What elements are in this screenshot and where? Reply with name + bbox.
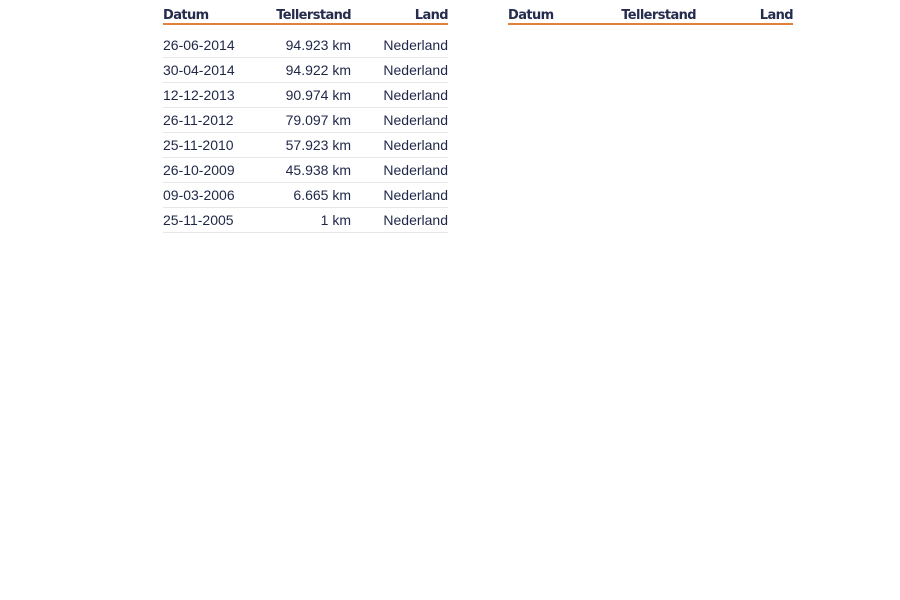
cell-datum: 30-04-2014 [163, 58, 268, 83]
cell-datum: 12-12-2013 [163, 83, 268, 108]
column-header-land: Land [351, 8, 448, 24]
column-header-tellerstand: Tellerstand [613, 8, 696, 24]
cell-tellerstand: 90.974 km [268, 83, 351, 108]
cell-land: Nederland [351, 108, 448, 133]
cell-tellerstand: 1 km [268, 208, 351, 233]
cell-tellerstand: 94.922 km [268, 58, 351, 83]
odometer-table-right [508, 8, 793, 25]
table-row [163, 158, 448, 183]
cell-land: Nederland [351, 83, 448, 108]
column-header-datum: Datum [163, 8, 268, 24]
column-header-tellerstand: Tellerstand [268, 8, 351, 24]
cell-land: Nederland [351, 58, 448, 83]
table-row [163, 83, 448, 108]
header-row [163, 8, 448, 24]
table-row [163, 108, 448, 133]
cell-land: Nederland [351, 158, 448, 183]
cell-datum: 26-06-2014 [163, 24, 268, 58]
cell-tellerstand: 94.923 km [268, 24, 351, 58]
column-header-datum: Datum [508, 8, 613, 24]
cell-tellerstand: 79.097 km [268, 108, 351, 133]
header-row [508, 8, 793, 24]
table-header [508, 8, 793, 24]
table-row [163, 58, 448, 83]
cell-tellerstand: 57.923 km [268, 133, 351, 158]
cell-land: Nederland [351, 24, 448, 58]
cell-datum: 26-10-2009 [163, 158, 268, 183]
table-header [163, 8, 448, 24]
odometer-table-left [163, 8, 448, 233]
cell-land: Nederland [351, 208, 448, 233]
table-row [163, 208, 448, 233]
cell-datum: 25-11-2010 [163, 133, 268, 158]
table-row [163, 24, 448, 58]
cell-datum: 26-11-2012 [163, 108, 268, 133]
table-body [163, 24, 448, 233]
cell-datum: 09-03-2006 [163, 183, 268, 208]
column-header-land: Land [696, 8, 793, 24]
cell-land: Nederland [351, 133, 448, 158]
table-row [163, 133, 448, 158]
cell-land: Nederland [351, 183, 448, 208]
cell-datum: 25-11-2005 [163, 208, 268, 233]
cell-tellerstand: 45.938 km [268, 158, 351, 183]
cell-tellerstand: 6.665 km [268, 183, 351, 208]
table-row [163, 183, 448, 208]
